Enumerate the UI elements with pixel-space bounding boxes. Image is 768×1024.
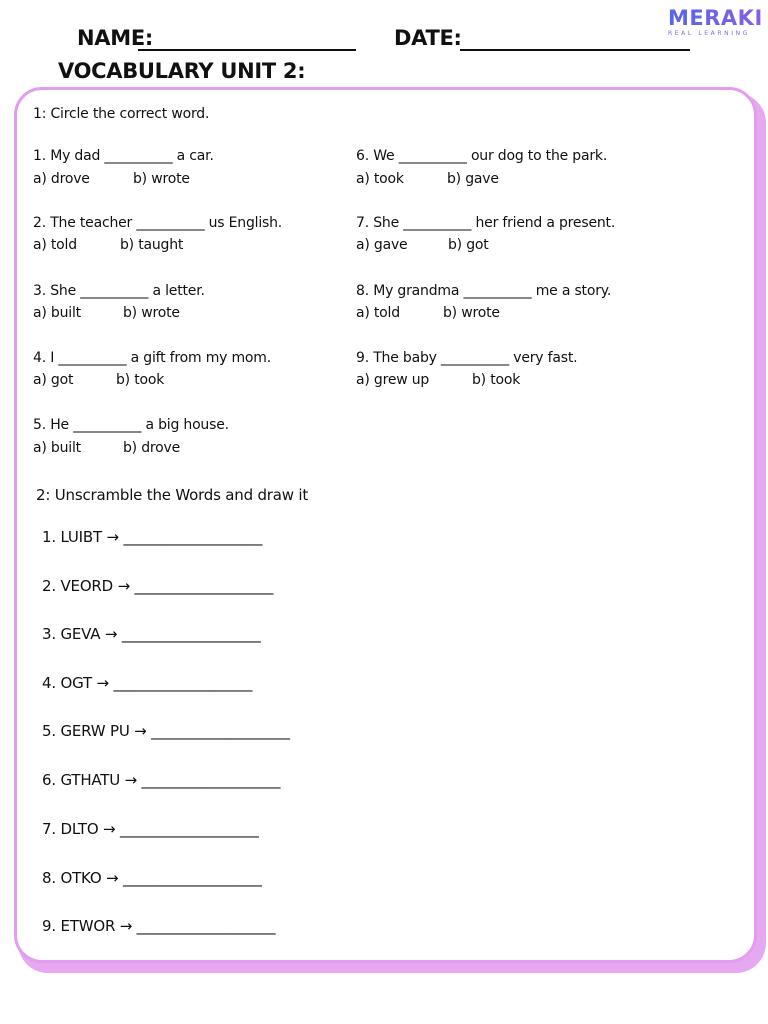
unscramble-item-7[interactable]: 7. DLTO → ___________________ [42,820,259,838]
option-a[interactable]: a) got [33,372,74,388]
page-title: VOCABULARY UNIT 2: [58,59,306,83]
date-line[interactable] [460,49,690,51]
option-b[interactable]: b) took [116,372,165,388]
option-a[interactable]: a) built [33,440,81,456]
option-b[interactable]: b) gave [447,171,499,187]
option-b[interactable]: b) wrote [123,305,180,321]
unscramble-item-2[interactable]: 2. VEORD → ___________________ [42,577,274,595]
question-text: 9. The baby __________ very fast. [356,350,578,366]
question-text: 5. He __________ a big house. [33,417,229,433]
question-text: 4. I __________ a gift from my mom. [33,350,271,366]
option-a[interactable]: a) told [356,305,400,321]
section2-instruction: 2: Unscramble the Words and draw it [36,486,309,504]
date-label: DATE: [394,26,462,50]
option-b[interactable]: b) got [448,237,489,253]
option-a[interactable]: a) drove [33,171,90,187]
unscramble-item-8[interactable]: 8. OTKO → ___________________ [42,869,262,887]
option-a[interactable]: a) told [33,237,77,253]
question-text: 7. She __________ her friend a present. [356,215,616,231]
brand-logo [668,6,764,37]
option-a[interactable]: a) grew up [356,372,430,388]
question-text: 2. The teacher __________ us English. [33,215,283,231]
logo-text: MERAKI [668,6,763,30]
unscramble-item-6[interactable]: 6. GTHATU → ___________________ [42,771,281,789]
option-a[interactable]: a) took [356,171,404,187]
option-b[interactable]: b) drove [123,440,180,456]
unscramble-item-3[interactable]: 3. GEVA → ___________________ [42,625,261,643]
option-b[interactable]: b) taught [120,237,184,253]
name-line[interactable] [138,49,356,51]
option-b[interactable]: b) took [472,372,521,388]
option-b[interactable]: b) wrote [133,171,190,187]
question-text: 8. My grandma __________ me a story. [356,283,612,299]
unscramble-item-5[interactable]: 5. GERW PU → ___________________ [42,722,290,740]
logo-tagline: REAL LEARNING [668,30,750,37]
option-a[interactable]: a) built [33,305,81,321]
question-text: 6. We __________ our dog to the park. [356,148,608,164]
option-b[interactable]: b) wrote [443,305,500,321]
name-label: NAME: [77,26,153,50]
question-text: 1. My dad __________ a car. [33,148,214,164]
unscramble-item-1[interactable]: 1. LUIBT → ___________________ [42,528,263,546]
unscramble-item-9[interactable]: 9. ETWOR → ___________________ [42,917,276,935]
unscramble-item-4[interactable]: 4. OGT → ___________________ [42,674,253,692]
option-a[interactable]: a) gave [356,237,408,253]
question-text: 3. She __________ a letter. [33,283,205,299]
section1-instruction: 1: Circle the correct word. [33,106,210,122]
